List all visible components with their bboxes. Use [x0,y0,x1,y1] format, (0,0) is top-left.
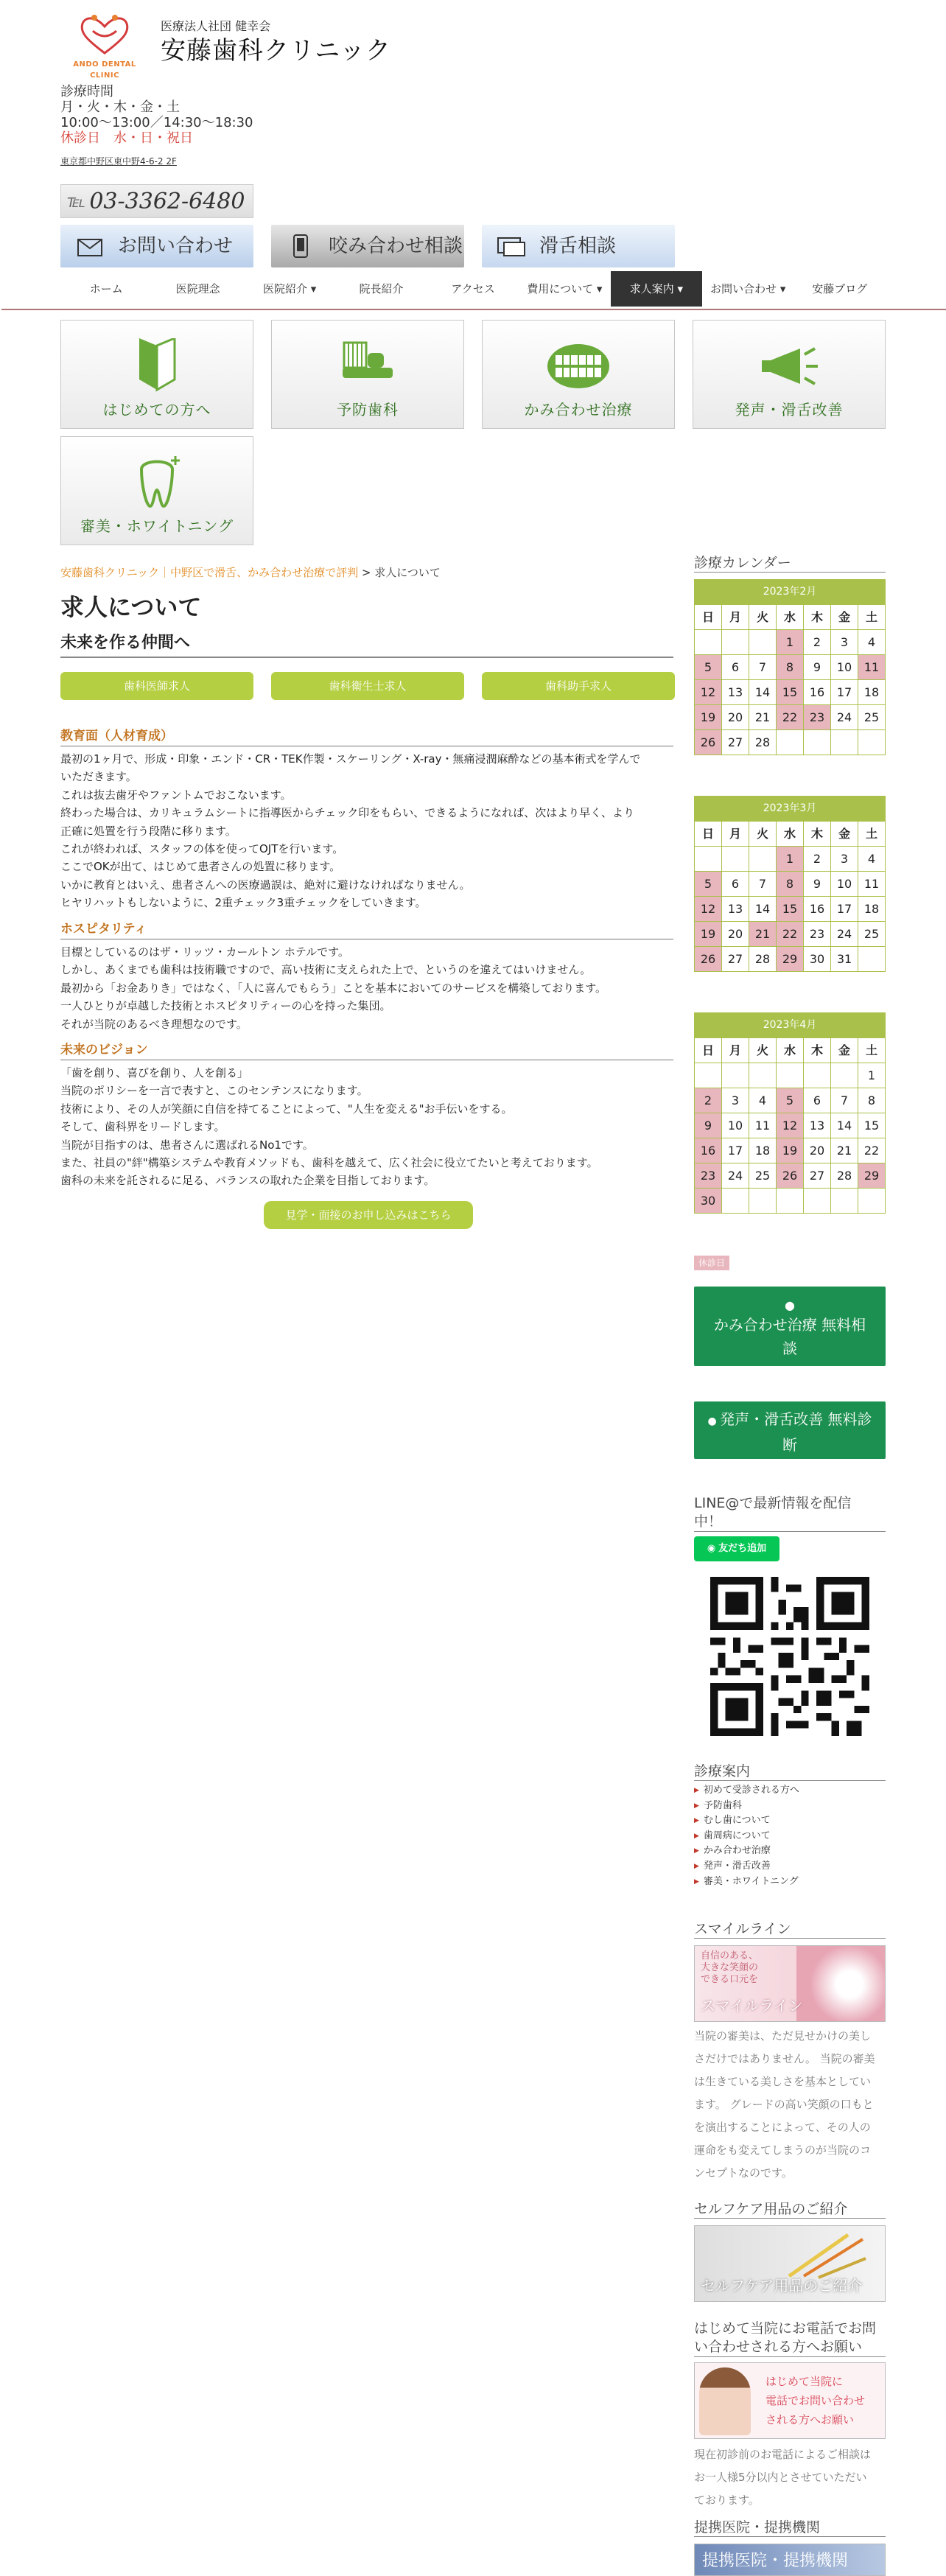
nav-director[interactable]: 院長紹介 [359,281,404,295]
text-line: 一人ひとりが卓越した技術とホスピタリティーの心を持った集団。 [60,999,391,1013]
text-line: ここでOKが出て、はじめて患者さんの処置に移ります。 [60,860,341,874]
text-line: いただきます。 [60,770,137,784]
tile-label: はじめての方へ [102,401,211,419]
line-title-1: LINE@で最新情報を配信 [694,1495,852,1511]
weekday-header: 土 [858,605,886,630]
weekday-header: 日 [695,605,722,630]
bite-free-consult-label-2: 談 [782,1340,797,1357]
phone-icon: ℡ [67,191,85,211]
phone-banner[interactable] [60,184,253,218]
closed-days: 休診日 水・日・祝日 [60,130,193,146]
calendar-day [858,1189,886,1214]
menu-item[interactable]: ▶ 予防歯科 [694,1799,886,1814]
nav-fees[interactable]: 費用について ▾ [527,281,603,295]
weekday-header: 日 [695,1038,722,1063]
calendar-day: 21 [749,922,777,947]
logo-text: ANDO DENTAL CLINIC [73,60,136,80]
section-title-vision: 未来のビジョン [60,1042,673,1060]
phone-banner-line: 電話でお問い合わせ [765,2394,866,2407]
calendar-day: 13 [804,1113,831,1138]
office-hours [60,84,253,146]
calendar-day: 12 [695,680,722,705]
qr-code-icon [710,1577,869,1736]
toothbrush-products-icon [774,2229,870,2281]
calendar-day: 11 [858,655,886,680]
speech-free-diagnosis-text: 発声・滑舌改善 無料診 [720,1410,872,1428]
nav-contact[interactable]: お問い合わせ ▾ [710,281,786,295]
calendar-day: 2 [804,630,831,655]
calendar-apr [694,1012,886,1214]
calendar-day: 1 [777,630,804,655]
text-line: 「歯を創り、喜びを創り、人を創る」 [60,1066,249,1079]
line-button-label: 友だち追加 [718,1543,767,1555]
phone-number: 03-3362-6480 [89,188,245,214]
calendar-day: 13 [722,897,749,922]
calendar-day [695,847,722,872]
calendar-day: 1 [777,847,804,872]
text-line: また、社員の"絆"構築システムや教育メソッドも、歯科を越えて、広く社会に役立てたいと考えております。 [60,1156,598,1170]
weekday-header: 土 [858,822,886,847]
menu-item[interactable]: ▶ かみ合わせ治療 [694,1844,886,1859]
text-line: 当院のポリシーを一言で表すと、このセンテンスになります。 [60,1084,368,1098]
calendar-day: 28 [831,1163,858,1189]
calendar-day: 27 [804,1163,831,1189]
speech-free-diagnosis-label-2: 断 [782,1436,797,1454]
calendar-day: 19 [695,705,722,730]
weekday-header: 土 [858,1038,886,1063]
text-line: 歯科の未来を託されるに足る、バランスの取れた企業を目指しております。 [60,1174,435,1188]
weekday-header: 金 [831,605,858,630]
calendar-day: 9 [804,872,831,897]
breadcrumb-current: 求人について [374,566,441,579]
line-add-friend-button[interactable] [694,1536,779,1561]
calendar-day: 8 [777,655,804,680]
text-line: 最初から「お金ありき」ではなく、「人に喜んでもらう」ことを基本においてのサービスを構築しております。 [60,981,607,995]
text-line: を演出することによって、その人の [694,2121,871,2134]
calendar-day [695,630,722,655]
speech-free-diagnosis-label-1 [694,1407,886,1433]
beginner-mark-icon [61,337,253,396]
calendar-day: 10 [722,1113,749,1138]
text-line: 終わった場合は、カリキュラムシートに指導医からチェック印をもらい、できるようになれば、次はより早く、より [60,806,634,820]
calendar-day: 4 [749,1088,777,1113]
calendar-day: 24 [831,922,858,947]
calendar-feb [694,579,886,755]
calendar-day [777,1063,804,1088]
logo-mark-icon [72,10,137,57]
menu-item[interactable]: ▶ 歯周病について [694,1829,886,1844]
text-line: は生きている美しさを基本としてい [694,2075,872,2088]
weekday-header: 月 [722,1038,749,1063]
calendar-day: 24 [722,1163,749,1189]
calendar-day: 22 [777,922,804,947]
text-line: 最初の1ヶ月で、形成・印象・エンド・CR・TEK作製・スケーリング・X-ray・無痛浸潤麻酔などの基本術式を学んで [60,752,641,766]
calendar-day: 12 [695,897,722,922]
nav-home[interactable]: ホーム [89,281,123,295]
calendar-day: 4 [858,847,886,872]
apply-button[interactable]: 見学・面接のお申し込みはこちら [264,1201,473,1229]
calendar-day: 30 [804,947,831,972]
smileline-banner[interactable] [694,1945,886,2022]
calendar-day: 30 [695,1189,722,1214]
phone-notice-text [694,2443,886,2512]
calendar-day: 22 [777,705,804,730]
calendar-day [749,1063,777,1088]
calendar-day: 15 [777,897,804,922]
section-body-vision [60,1064,673,1190]
calendar-day [722,847,749,872]
text-line: ます。 グレードの高い笑顔の口もと [694,2098,874,2111]
text-line: しかし、あくまでも歯科は技術職ですので、高い技術に支えられた上で、というのを違えてはいけません。 [60,963,592,977]
partner-title: 提携医院・提携機関 [694,2519,886,2537]
bite-consult-button[interactable] [271,225,464,267]
text-line: お一人様5分以内とさせていただい [694,2471,867,2484]
text-line: それが当院のあるべき理想なのです。 [60,1017,248,1031]
calendar-day: 3 [831,630,858,655]
weekday-header: 火 [749,1038,777,1063]
calendar-day: 5 [695,872,722,897]
calendar-day: 5 [777,1088,804,1113]
calendar-day: 9 [695,1113,722,1138]
tile-bite-treatment[interactable] [482,320,675,429]
tile-label: 予防歯科 [337,401,399,419]
weekday-header: 木 [804,605,831,630]
calendar-day [777,730,804,755]
calendar-day: 16 [804,680,831,705]
phone-banner-line: される方へお願い [765,2413,855,2426]
calendar-day: 21 [831,1138,858,1163]
calendar-day: 6 [804,1088,831,1113]
calendar-day [777,1189,804,1214]
calendar-day: 12 [777,1113,804,1138]
weekday-header: 火 [749,822,777,847]
phone-notice-title-1: はじめて当院にお電話でお問 [694,2320,877,2337]
section-body-education [60,750,673,912]
tile-speech[interactable] [693,320,886,429]
nav-recruit[interactable]: 求人案内 ▾ [611,271,702,307]
clinic-name[interactable]: 安藤歯科クリニック [161,36,391,66]
menu-item[interactable]: ▶ 初めて受診される方へ [694,1783,886,1799]
calendar-day: 20 [722,705,749,730]
calendar-day [722,1063,749,1088]
phone-notice-copy [765,2372,865,2429]
speech-consult-button[interactable] [482,225,675,267]
line-title-2: 中！ [694,1513,886,1532]
sparkling-tooth-icon [61,453,253,512]
calendar-day: 23 [804,705,831,730]
weekday-header: 月 [722,822,749,847]
nav-blog[interactable]: 安藤ブログ [812,281,868,295]
calendar-day [831,730,858,755]
tile-first-visit[interactable] [60,320,253,429]
calendar-day: 7 [749,872,777,897]
text-line: いかに教育とはいえ、患者さんへの医療過誤は、絶対に避けなければなりません。 [60,878,471,892]
phone-notice-title [694,2320,886,2357]
calendar-day: 23 [695,1163,722,1189]
weekday-header: 日 [695,822,722,847]
calendar-day [858,730,886,755]
calendar-day: 22 [858,1138,886,1163]
chat-icon [497,234,526,259]
page-subtitle: 未来を作る仲間へ [60,631,673,658]
line-title [694,1494,886,1532]
calendar-day: 17 [831,897,858,922]
calendar-day: 8 [858,1088,886,1113]
breadcrumb [60,564,441,581]
line-icon: ◉ [707,1543,716,1555]
text-line: 正確に処置を行う段階に移ります。 [60,824,236,838]
menu-item[interactable]: ▶ 審美・ホワイトニング [694,1875,886,1890]
bite-free-consult-button[interactable] [694,1287,886,1366]
calendar-day: 9 [804,655,831,680]
phone-notice-title-2: い合わせされる方へお願い [694,2338,886,2357]
calendar-day [695,1063,722,1088]
calendar-day: 14 [831,1113,858,1138]
calendar-day: 1 [858,1063,886,1088]
mail-icon [75,234,105,259]
text-line: 現在初診前のお電話によるご相談は [694,2448,872,2461]
text-line: さだけではありません。 当院の審美 [694,2052,875,2065]
calendar-day: 25 [858,922,886,947]
phone-notice-banner[interactable] [694,2362,886,2439]
assistant-job-button[interactable]: 歯科助手求人 [482,672,675,700]
treatment-menu [694,1783,886,1889]
calendar-day: 10 [831,655,858,680]
smile-banner-line: 自信のある、 [701,1950,759,1961]
calendar-day: 7 [749,655,777,680]
weekday-header: 金 [831,1038,858,1063]
hours-days: 月・火・木・金・土 [60,99,180,115]
calendar-day: 14 [749,897,777,922]
calendar-day [749,847,777,872]
holiday-legend: 休診日 [694,1256,729,1270]
calendar-day [858,947,886,972]
smile-banner-label: スマイルライン [701,1997,803,2015]
calendar-title: 診療カレンダー [694,554,886,573]
weekday-header: 水 [777,605,804,630]
tile-label: 発声・滑舌改善 [735,401,844,419]
calendar-day: 6 [722,655,749,680]
text-line: 技術により、その人が笑顔に自信を持てることによって、"人生を変える"お手伝いをする。 [60,1102,513,1116]
calendar-day [804,1063,831,1088]
hours-title: 診療時間 [60,84,113,99]
calendar-day: 11 [858,872,886,897]
calendar-day [831,1189,858,1214]
toothbrush-icon [272,337,463,396]
section-title-hospitality: ホスピタリティ [60,921,673,939]
calendar-day: 5 [695,655,722,680]
contact-button-label: お問い合わせ [118,234,234,257]
weekday-header: 月 [722,605,749,630]
calendar-day: 18 [749,1138,777,1163]
calendar-month: 2023年2月 [694,579,886,604]
calendar-day: 21 [749,705,777,730]
calendar-day: 18 [858,897,886,922]
calendar-day [804,1189,831,1214]
calendar-day: 19 [695,922,722,947]
menu-title: 診療案内 [694,1763,886,1781]
calendar-day: 2 [804,847,831,872]
text-line: これは抜去歯牙やファントムでおこないます。 [60,788,292,802]
calendar-day [749,1189,777,1214]
weekday-header: 木 [804,1038,831,1063]
selfcare-banner[interactable] [694,2225,886,2302]
calendar-day: 28 [749,947,777,972]
text-line: 当院が目指すのは、患者さんに選ばれるNo1です。 [60,1138,314,1152]
bite-consult-label: 咬み合わせ相談 [329,234,463,257]
calendar-day: 16 [804,897,831,922]
calendar-day: 20 [804,1138,831,1163]
megaphone-icon [693,337,885,396]
calendar-day: 19 [777,1138,804,1163]
calendar-day: 8 [777,872,804,897]
calendar-day: 2 [695,1088,722,1113]
smile-description [694,2025,886,2185]
weekday-header: 火 [749,605,777,630]
calendar-day: 3 [722,1088,749,1113]
hygienist-job-button[interactable]: 歯科衛生士求人 [271,672,464,700]
section-body-hospitality [60,943,673,1033]
calendar-day: 25 [749,1163,777,1189]
phone-banner-line: はじめて当院に [765,2375,844,2388]
tile-label: 審美・ホワイトニング [80,517,234,535]
nav-access[interactable]: アクセス [451,281,495,295]
text-line: 運命をも変えてしまうのが当院のコ [694,2143,872,2157]
calendar-day [722,1189,749,1214]
page-title: 求人について [60,593,202,621]
weekday-header: 水 [777,1038,804,1063]
calendar-day: 17 [722,1138,749,1163]
smile-photo [796,1946,885,2022]
selfcare-title: セルフケア用品のご紹介 [694,2200,886,2219]
text-line: そして、歯科界をリードします。 [60,1120,225,1134]
calendar-day: 29 [858,1163,886,1189]
calendar-day: 13 [722,680,749,705]
weekday-header: 木 [804,822,831,847]
text-line: ヒヤリハットもしないように、2重チェック3重チェックをしていきます。 [60,896,427,910]
tile-prevention[interactable] [271,320,464,429]
calendar-day: 27 [722,730,749,755]
chat-bubble-icon: ● [707,1415,721,1427]
calendar-day [722,630,749,655]
smartphone-icon [286,234,315,259]
staff-photo [699,2367,751,2435]
text-line: 目標としているのはザ・リッツ・カールトン ホテルです。 [60,945,349,959]
chat-bubble-icon: ● [785,1298,795,1312]
speech-free-diagnosis-button[interactable] [694,1401,886,1459]
calendar-day: 26 [777,1163,804,1189]
calendar-day: 7 [831,1088,858,1113]
tile-label: かみ合わせ治療 [524,401,633,419]
calendar-day: 25 [858,705,886,730]
calendar-mar [694,796,886,972]
text-line: 当院の審美は、ただ見せかけの美し [694,2029,872,2043]
text-line: これが終われば、スタッフの体を使ってOJTを行います。 [60,842,344,856]
clinic-logo[interactable] [60,10,149,80]
menu-item[interactable]: ▶ むし歯について [694,1813,886,1829]
calendar-day: 11 [749,1113,777,1138]
tile-whitening[interactable] [60,436,253,545]
calendar-day: 15 [777,680,804,705]
calendar-day: 4 [858,630,886,655]
calendar-day: 15 [858,1113,886,1138]
calendar-day [749,630,777,655]
weekday-header: 水 [777,822,804,847]
partner-banner-label: 提携医院・提携機関 [702,2552,849,2570]
selfcare-banner-label: セルフケア用品のご紹介 [701,2277,863,2295]
calendar-day: 28 [749,730,777,755]
calendar-day: 23 [804,922,831,947]
smile-banner-line: できる口元を [701,1974,759,1985]
partner-banner[interactable] [694,2544,886,2576]
calendar-day: 26 [695,947,722,972]
global-nav [60,271,886,307]
bite-free-consult-label-1: かみ合わせ治療 無料相 [713,1316,866,1334]
teeth-icon [483,337,674,396]
nav-divider [1,309,946,310]
calendar-day: 26 [695,730,722,755]
speech-consult-label: 滑舌相談 [539,234,617,257]
calendar-day: 27 [722,947,749,972]
calendar-month: 2023年4月 [694,1012,886,1037]
smile-banner-copy [701,1950,758,1986]
calendar-day: 6 [722,872,749,897]
calendar-month: 2023年3月 [694,796,886,821]
smile-title: スマイルライン [694,1920,886,1939]
dentist-job-button[interactable]: 歯科医師求人 [60,672,253,700]
breadcrumb-home[interactable]: 安藤歯科クリニック｜中野区で滑舌、かみ合わせ治療で評判 [60,566,359,579]
smile-banner-line: 大きな笑顔の [701,1962,759,1973]
calendar-day: 18 [858,680,886,705]
calendar-day: 16 [695,1138,722,1163]
breadcrumb-separator: > [358,566,375,579]
section-title-education: 教育面（人材育成） [60,728,673,746]
calendar-day [831,1063,858,1088]
calendar-day: 3 [831,847,858,872]
calendar-day: 24 [831,705,858,730]
hours-time: 10:00〜13:00／14:30〜18:30 [60,115,253,130]
corporation-name: 医療法人社団 健幸会 [161,19,271,33]
menu-item[interactable]: ▶ 発声・滑舌改善 [694,1859,886,1875]
calendar-day: 17 [831,680,858,705]
calendar-day: 14 [749,680,777,705]
calendar-day [804,730,831,755]
nav-philosophy[interactable]: 医院理念 [175,281,220,295]
calendar-day: 20 [722,922,749,947]
calendar-day: 29 [777,947,804,972]
nav-clinic-intro[interactable]: 医院紹介 ▾ [262,281,317,295]
text-line: ンセプトなのです。 [694,2166,793,2180]
calendar-day: 10 [831,872,858,897]
calendar-day: 31 [831,947,858,972]
contact-button[interactable] [60,225,253,267]
text-line: ております。 [694,2493,760,2507]
address-link[interactable]: 東京都中野区東中野4-6-2 2F [60,156,177,167]
weekday-header: 金 [831,822,858,847]
